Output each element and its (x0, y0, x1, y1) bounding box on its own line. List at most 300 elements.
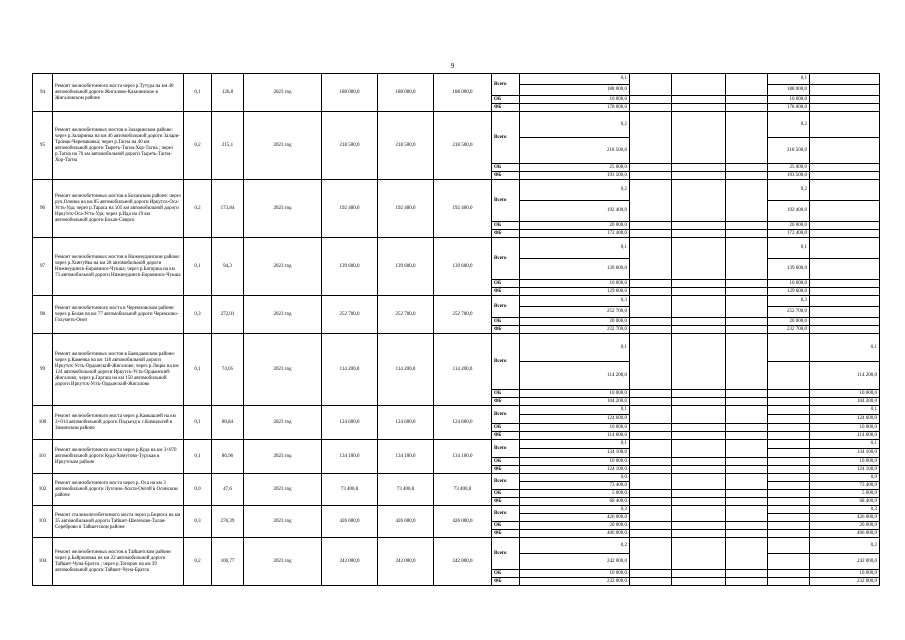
l-top-value: 0,1 (810, 334, 880, 362)
empty-cell (726, 74, 768, 96)
empty-cell (630, 230, 672, 238)
cost-limit: 124 600,0 (434, 406, 492, 440)
ob-value: 10 000,0 (520, 458, 630, 466)
ob-value: 5 000,0 (520, 490, 630, 498)
cost-estimate: 218 500,0 (378, 112, 434, 180)
t-top-value (768, 474, 810, 482)
label-fb: ФБ (492, 498, 520, 506)
empty-cell (630, 180, 672, 222)
empty-cell (630, 326, 672, 334)
empty-cell (672, 112, 726, 164)
object-name: Ремонт железобетонного моста через р.Камышлей на км 3+014 автомобильной дороги Подъезд к с.Кимильтей в Зиминском районе (53, 406, 184, 440)
empty-cell (630, 172, 672, 180)
length-value: 0,3 (184, 296, 212, 334)
l-ob-value (810, 222, 880, 230)
empty-cell (726, 172, 768, 180)
label-ob: ОБ (492, 280, 520, 288)
empty-cell (726, 112, 768, 164)
empty-cell (630, 318, 672, 326)
row-number: 101 (33, 440, 53, 474)
empty-cell (630, 296, 672, 318)
object-name: Ремонт железобетонного моста через р.Куда на км 3+070 автомобильной дороги Куда-Хомутово-Турская в Иркутском районе (53, 440, 184, 474)
label-vsego: Всего (492, 180, 520, 222)
empty-cell (630, 474, 672, 490)
t-top-value (768, 334, 810, 362)
length-value: 0,0 (184, 474, 212, 506)
label-vsego: Всего (492, 334, 520, 390)
empty-cell (672, 238, 726, 280)
vsego-bottom-value: 139 600,0 (520, 259, 630, 280)
vsego-top-value: 0,2 (520, 538, 630, 554)
cost-total: 114 200,0 (322, 334, 378, 406)
year-value: 2023 год (244, 474, 322, 506)
fb-value: 193 500,0 (520, 172, 630, 180)
vsego-top-value: 0,1 (520, 406, 630, 415)
l-fb-value (810, 288, 880, 296)
cost-estimate: 252 700,0 (378, 296, 434, 334)
empty-cell (630, 222, 672, 230)
area-value: 272,01 (212, 296, 244, 334)
cost-total: 426 000,0 (322, 506, 378, 538)
empty-cell (672, 490, 726, 498)
area-value: 94,3 (212, 238, 244, 296)
l-ob-value (810, 96, 880, 104)
fb-value: 172 400,0 (520, 230, 630, 238)
ob-value: 10 000,0 (520, 570, 630, 578)
l-bottom-value (810, 307, 880, 318)
row-number: 98 (33, 296, 53, 334)
t-ob-value: 20 000,0 (768, 222, 810, 230)
label-vsego: Всего (492, 112, 520, 164)
empty-cell (672, 398, 726, 406)
table-row (33, 406, 880, 415)
cost-estimate: 134 100,0 (378, 440, 434, 474)
table-row (33, 296, 880, 307)
empty-cell (672, 432, 726, 440)
fb-value: 114 600,0 (520, 432, 630, 440)
t-top-value (768, 440, 810, 449)
label-fb: ФБ (492, 398, 520, 406)
cost-total: 218 500,0 (322, 112, 378, 180)
empty-cell (672, 288, 726, 296)
empty-cell (630, 398, 672, 406)
fb-value: 124 100,0 (520, 466, 630, 474)
l-bottom-value (810, 201, 880, 222)
l-fb-value (810, 326, 880, 334)
t-fb-value (768, 498, 810, 506)
cost-limit: 426 000,0 (434, 506, 492, 538)
empty-cell (672, 334, 726, 390)
l-top-value (810, 180, 880, 201)
label-fb: ФБ (492, 578, 520, 586)
empty-cell (726, 230, 768, 238)
empty-cell (726, 530, 768, 538)
vsego-top-value: 0,3 (520, 296, 630, 307)
empty-cell (672, 326, 726, 334)
l-fb-value: 114 600,0 (810, 432, 880, 440)
l-ob-value: 10 000,0 (810, 458, 880, 466)
length-value: 0,1 (184, 238, 212, 296)
empty-cell (672, 180, 726, 222)
cost-total: 139 600,0 (322, 238, 378, 296)
label-fb: ФБ (492, 530, 520, 538)
fb-value: 104 200,0 (520, 398, 630, 406)
empty-cell (726, 406, 768, 424)
cost-total: 134 100,0 (322, 440, 378, 474)
vsego-bottom-value: 426 000,0 (520, 514, 630, 522)
table-row (33, 506, 880, 514)
empty-cell (672, 578, 726, 586)
t-ob-value: 10 000,0 (768, 280, 810, 288)
table-row (33, 538, 880, 554)
cost-total: 192 400,0 (322, 180, 378, 238)
empty-cell (672, 538, 726, 570)
t-fb-value: 178 000,0 (768, 104, 810, 112)
length-value: 0,1 (184, 440, 212, 474)
empty-cell (726, 164, 768, 172)
t-bottom-value: 188 000,0 (768, 85, 810, 96)
empty-cell (672, 74, 726, 96)
empty-cell (672, 222, 726, 230)
cost-estimate: 73 400,0 (378, 474, 434, 506)
length-value: 0,1 (184, 334, 212, 406)
empty-cell (630, 390, 672, 398)
vsego-top-value: 0,3 (520, 506, 630, 514)
l-bottom-value: 242 000,0 (810, 554, 880, 570)
empty-cell (726, 334, 768, 390)
label-fb: ФБ (492, 288, 520, 296)
t-ob-value: 10 000,0 (768, 96, 810, 104)
table-row (33, 238, 880, 259)
l-bottom-value: 134 100,0 (810, 449, 880, 458)
l-top-value: 0,1 (810, 440, 880, 449)
cost-limit: 139 600,0 (434, 238, 492, 296)
year-value: 2023 год (244, 406, 322, 440)
row-number: 97 (33, 238, 53, 296)
empty-cell (726, 538, 768, 570)
vsego-top-value: 0,1 (520, 238, 630, 259)
area-value: 80,84 (212, 406, 244, 440)
label-vsego: Всего (492, 74, 520, 96)
fb-value: 68 400,0 (520, 498, 630, 506)
t-ob-value: 20 000,0 (768, 318, 810, 326)
page-number: 9 (450, 62, 455, 70)
label-fb: ФБ (492, 172, 520, 180)
empty-cell (726, 506, 768, 522)
t-bottom-value (768, 362, 810, 390)
table-row (33, 112, 880, 138)
vsego-bottom-value: 242 000,0 (520, 554, 630, 570)
label-ob: ОБ (492, 490, 520, 498)
t-fb-value: 232 700,0 (768, 326, 810, 334)
vsego-top-value: 0,1 (520, 440, 630, 449)
length-value: 0,2 (184, 538, 212, 586)
label-ob: ОБ (492, 458, 520, 466)
empty-cell (630, 424, 672, 432)
empty-cell (672, 458, 726, 466)
t-ob-value: 25 000,0 (768, 164, 810, 172)
area-value: 47,6 (212, 474, 244, 506)
cost-total: 242 000,0 (322, 538, 378, 586)
empty-cell (672, 296, 726, 318)
year-value: 2023 год (244, 180, 322, 238)
fb-value: 129 600,0 (520, 288, 630, 296)
l-fb-value: 232 000,0 (810, 578, 880, 586)
t-bottom-value (768, 449, 810, 458)
empty-cell (672, 406, 726, 424)
ob-value: 10 000,0 (520, 390, 630, 398)
vsego-top-value: 0,1 (520, 334, 630, 362)
l-ob-value: 10 000,0 (810, 570, 880, 578)
object-name: Ремонт сталежелезобетонного моста через р.Бирюса на км 35 автомобильной дороги Тайшет-Шелехово-Талая-Сереброво в Тайшетском районе (53, 506, 184, 538)
ob-value: 20 000,0 (520, 522, 630, 530)
ob-value: 10 000,0 (520, 424, 630, 432)
l-ob-value (810, 318, 880, 326)
empty-cell (726, 96, 768, 104)
row-number: 100 (33, 406, 53, 440)
t-ob-value (768, 490, 810, 498)
t-top-value: 0,2 (768, 112, 810, 138)
length-value: 0,2 (184, 180, 212, 238)
t-ob-value (768, 390, 810, 398)
cost-limit: 192 400,0 (434, 180, 492, 238)
l-bottom-value: 73 400,0 (810, 482, 880, 490)
fb-value: 406 000,0 (520, 530, 630, 538)
t-bottom-value: 192 400,0 (768, 201, 810, 222)
cost-limit: 188 000,0 (434, 74, 492, 112)
empty-cell (630, 530, 672, 538)
cost-estimate: 124 600,0 (378, 406, 434, 440)
l-top-value (810, 296, 880, 307)
empty-cell (630, 538, 672, 570)
empty-cell (726, 440, 768, 458)
empty-cell (672, 318, 726, 326)
empty-cell (726, 280, 768, 288)
label-vsego: Всего (492, 238, 520, 280)
t-top-value (768, 406, 810, 415)
area-value: 215,1 (212, 112, 244, 180)
t-fb-value: 129 600,0 (768, 288, 810, 296)
ob-value: 10 000,0 (520, 96, 630, 104)
row-number: 103 (33, 506, 53, 538)
budget-table (32, 73, 880, 586)
empty-cell (672, 104, 726, 112)
empty-cell (630, 570, 672, 578)
cost-limit: 242 000,0 (434, 538, 492, 586)
empty-cell (672, 506, 726, 522)
t-fb-value (768, 432, 810, 440)
l-fb-value: 68 400,0 (810, 498, 880, 506)
t-top-value (768, 538, 810, 554)
cost-limit: 73 400,0 (434, 474, 492, 506)
length-value: 0,2 (184, 112, 212, 180)
vsego-top-value: 0,2 (520, 180, 630, 201)
vsego-bottom-value: 124 600,0 (520, 415, 630, 424)
empty-cell (630, 458, 672, 466)
cost-limit: 134 100,0 (434, 440, 492, 474)
ob-value: 10 000,0 (520, 280, 630, 288)
t-fb-value (768, 530, 810, 538)
empty-cell (726, 498, 768, 506)
t-fb-value: 172 400,0 (768, 230, 810, 238)
object-name: Ремонт железобетонных мостов в Заларинском районе: через р.Заларинка на км 46 автомобильной дороги Залари-Троицк-Черемшанка; через р.Тагна на 40 км автомобильной дороги Тыреть-Тагна-Хор-Тагна ; через р.Тагна на 76 км автомобильной дороги Тыреть-Тагна-Хор-Тагна (53, 112, 184, 180)
vsego-bottom-value: 252 700,0 (520, 307, 630, 318)
empty-cell (630, 74, 672, 96)
empty-cell (726, 466, 768, 474)
l-ob-value: 10 000,0 (810, 424, 880, 432)
t-fb-value (768, 466, 810, 474)
l-top-value (810, 238, 880, 259)
empty-cell (726, 180, 768, 222)
empty-cell (672, 474, 726, 490)
cost-estimate: 242 000,0 (378, 538, 434, 586)
length-value: 0,1 (184, 406, 212, 440)
cost-estimate: 192 400,0 (378, 180, 434, 238)
year-value: 2023 год (244, 112, 322, 180)
cost-limit: 218 500,0 (434, 112, 492, 180)
row-number: 99 (33, 334, 53, 406)
label-vsego: Всего (492, 474, 520, 490)
t-bottom-value: 218 500,0 (768, 138, 810, 164)
empty-cell (726, 296, 768, 318)
l-fb-value (810, 104, 880, 112)
t-top-value: 0,2 (768, 180, 810, 201)
row-number: 104 (33, 538, 53, 586)
label-ob: ОБ (492, 164, 520, 172)
empty-cell (726, 238, 768, 280)
t-fb-value (768, 398, 810, 406)
cost-total: 188 000,0 (322, 74, 378, 112)
table-row (33, 74, 880, 85)
t-bottom-value: 139 600,0 (768, 259, 810, 280)
empty-cell (672, 466, 726, 474)
table-row (33, 180, 880, 201)
ob-value: 25 000,0 (520, 164, 630, 172)
label-fb: ФБ (492, 326, 520, 334)
label-ob: ОБ (492, 390, 520, 398)
l-top-value: 0,3 (810, 506, 880, 514)
empty-cell (630, 578, 672, 586)
t-ob-value (768, 458, 810, 466)
vsego-bottom-value: 192 400,0 (520, 201, 630, 222)
fb-value: 178 000,0 (520, 104, 630, 112)
empty-cell (630, 522, 672, 530)
l-fb-value: 104 200,0 (810, 398, 880, 406)
label-ob: ОБ (492, 96, 520, 104)
t-bottom-value (768, 482, 810, 490)
empty-cell (630, 466, 672, 474)
l-bottom-value: 114 200,0 (810, 362, 880, 390)
t-bottom-value (768, 415, 810, 424)
vsego-top-value: 0,2 (520, 112, 630, 138)
empty-cell (672, 280, 726, 288)
l-bottom-value: 426 000,0 (810, 514, 880, 522)
area-value: 100,77 (212, 538, 244, 586)
label-vsego: Всего (492, 506, 520, 522)
t-top-value: 0,1 (768, 238, 810, 259)
label-vsego: Всего (492, 296, 520, 318)
empty-cell (726, 222, 768, 230)
cost-estimate: 139 600,0 (378, 238, 434, 296)
empty-cell (726, 424, 768, 432)
area-value: 74,05 (212, 334, 244, 406)
vsego-top-value: 0,1 (520, 74, 630, 85)
year-value: 2023 год (244, 440, 322, 474)
object-name: Ремонт железобетонных мостов в Тайшетском районе: через р.Байроновка на км 22 автомобильной дороги Тайшет-Чуна-Братск ; через р.Топорок на км 39 автомобильной дороги Тайшет-Чуна-Братск (53, 538, 184, 586)
label-ob: ОБ (492, 570, 520, 578)
empty-cell (630, 280, 672, 288)
empty-cell (672, 172, 726, 180)
area-value: 173,84 (212, 180, 244, 238)
object-name: Ремонт железобетонного моста через р. Оса на км 3 автомобильной дороги Лузгино-Хохта-Онгой в Осинском районе (53, 474, 184, 506)
row-number: 94 (33, 74, 53, 112)
table-row (33, 440, 880, 449)
vsego-bottom-value: 218 500,0 (520, 138, 630, 164)
l-fb-value: 124 100,0 (810, 466, 880, 474)
empty-cell (726, 326, 768, 334)
t-bottom-value (768, 554, 810, 570)
empty-cell (630, 432, 672, 440)
empty-cell (726, 318, 768, 326)
cost-limit: 252 700,0 (434, 296, 492, 334)
empty-cell (630, 334, 672, 390)
label-fb: ФБ (492, 432, 520, 440)
label-vsego: Всего (492, 440, 520, 458)
cost-total: 73 400,0 (322, 474, 378, 506)
empty-cell (672, 522, 726, 530)
t-bottom-value (768, 514, 810, 522)
empty-cell (672, 440, 726, 458)
t-ob-value (768, 570, 810, 578)
t-top-value (768, 506, 810, 514)
label-fb: ФБ (492, 104, 520, 112)
l-fb-value: 406 000,0 (810, 530, 880, 538)
empty-cell (726, 570, 768, 578)
label-ob: ОБ (492, 522, 520, 530)
empty-cell (726, 432, 768, 440)
row-number: 102 (33, 474, 53, 506)
l-bottom-value (810, 138, 880, 164)
l-bottom-value (810, 85, 880, 96)
cost-limit: 114 200,0 (434, 334, 492, 406)
empty-cell (726, 104, 768, 112)
label-ob: ОБ (492, 318, 520, 326)
label-ob: ОБ (492, 424, 520, 432)
empty-cell (672, 230, 726, 238)
empty-cell (672, 164, 726, 172)
empty-cell (630, 490, 672, 498)
l-ob-value: 20 000,0 (810, 522, 880, 530)
l-top-value (810, 74, 880, 85)
area-value: 86,96 (212, 440, 244, 474)
cost-total: 252 700,0 (322, 296, 378, 334)
empty-cell (630, 112, 672, 164)
vsego-bottom-value: 188 000,0 (520, 85, 630, 96)
empty-cell (630, 238, 672, 280)
object-name: Ремонт железобетонных мостов в Боханском районе: через руч.Олонка на км 85 автомобильной дороги Иркутск-Оса-Усть-Уда; через р.Тараса на 105 км автомобильной дороги Иркутск-Оса-Усть-Уда; через р.Ида на 19 км автомобильной дороги Бохан-Свирск (53, 180, 184, 238)
l-ob-value (810, 280, 880, 288)
empty-cell (630, 506, 672, 522)
l-fb-value (810, 230, 880, 238)
vsego-bottom-value: 134 100,0 (520, 449, 630, 458)
empty-cell (630, 498, 672, 506)
empty-cell (630, 406, 672, 424)
l-ob-value (810, 164, 880, 172)
l-fb-value (810, 172, 880, 180)
empty-cell (630, 104, 672, 112)
fb-value: 232 000,0 (520, 578, 630, 586)
cost-estimate: 188 000,0 (378, 74, 434, 112)
